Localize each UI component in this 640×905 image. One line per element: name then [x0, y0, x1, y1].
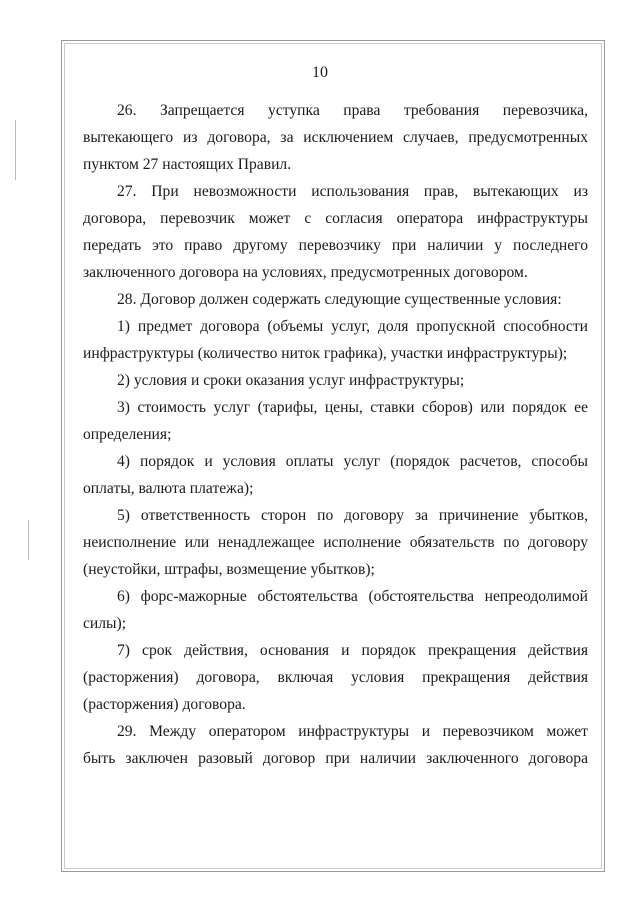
- text-line: договора, перевозчик может с согласия оператора инфраструктуры: [83, 210, 588, 227]
- page-number: 10: [312, 64, 328, 81]
- paragraph-p28-3: [83, 394, 588, 448]
- text-line: 4) порядок и условия оплаты услуг (порядок расчетов, способы: [117, 453, 588, 470]
- text-line: 27. При невозможности использования прав, вытекающих из: [117, 183, 588, 200]
- text-line: 26. Запрещается уступка права требования перевозчика,: [117, 102, 588, 119]
- paragraph-p28-1: [83, 313, 588, 367]
- text-line: вытекающего из договора, за исключением случаев, предусмотренных: [83, 129, 588, 146]
- text-line: 5) ответственность сторон по договору за причинение убытков,: [117, 507, 588, 524]
- text-line: заключенного договора на условиях, предусмотренных договором.: [83, 264, 528, 281]
- text-line: 1) предмет договора (объемы услуг, доля пропускной способности: [117, 318, 588, 335]
- paragraph-p28-7: [83, 637, 588, 718]
- paragraph-p29: [83, 718, 588, 772]
- paragraph-p27: [83, 178, 588, 286]
- text-line: 29. Между оператором инфраструктуры и перевозчиком может: [117, 723, 588, 740]
- document-body: [83, 97, 588, 772]
- text-line: 7) срок действия, основания и порядок прекращения действия: [117, 642, 588, 659]
- scan-artifact: [15, 120, 16, 180]
- text-line: передать это право другому перевозчику при наличии у последнего: [83, 237, 588, 254]
- text-line: пунктом 27 настоящих Правил.: [83, 156, 292, 173]
- text-line: определения;: [83, 426, 172, 443]
- text-line: (расторжения) договора, включая условия прекращения действия: [83, 669, 588, 686]
- text-line: 2) условия и сроки оказания услуг инфраструктуры;: [117, 372, 465, 389]
- scan-artifact: [28, 520, 29, 560]
- text-line: (неустойки, штрафы, возмещение убытков);: [83, 561, 375, 578]
- text-line: 6) форс-мажорные обстоятельства (обстоятельства непреодолимой: [117, 588, 588, 605]
- text-line: силы);: [83, 615, 127, 632]
- paragraph-p28-2: [83, 367, 588, 394]
- text-line: быть заключен разовый договор при наличии заключенного договора: [83, 750, 588, 767]
- text-line: инфраструктуры (количество ниток графика), участки инфраструктуры);: [83, 345, 568, 362]
- paragraph-p28: [83, 286, 588, 313]
- text-line: неисполнение или ненадлежащее исполнение обязательств по договору: [83, 534, 588, 551]
- text-line: (расторжения) договора.: [83, 696, 246, 713]
- paragraph-p28-6: [83, 583, 588, 637]
- paragraph-p28-4: [83, 448, 588, 502]
- text-line: оплаты, валюта платежа);: [83, 480, 254, 497]
- text-line: 28. Договор должен содержать следующие существенные условия:: [117, 291, 562, 308]
- text-line: 3) стоимость услуг (тарифы, цены, ставки сборов) или порядок ее: [117, 399, 588, 416]
- paragraph-p26: [83, 97, 588, 178]
- paragraph-p28-5: [83, 502, 588, 583]
